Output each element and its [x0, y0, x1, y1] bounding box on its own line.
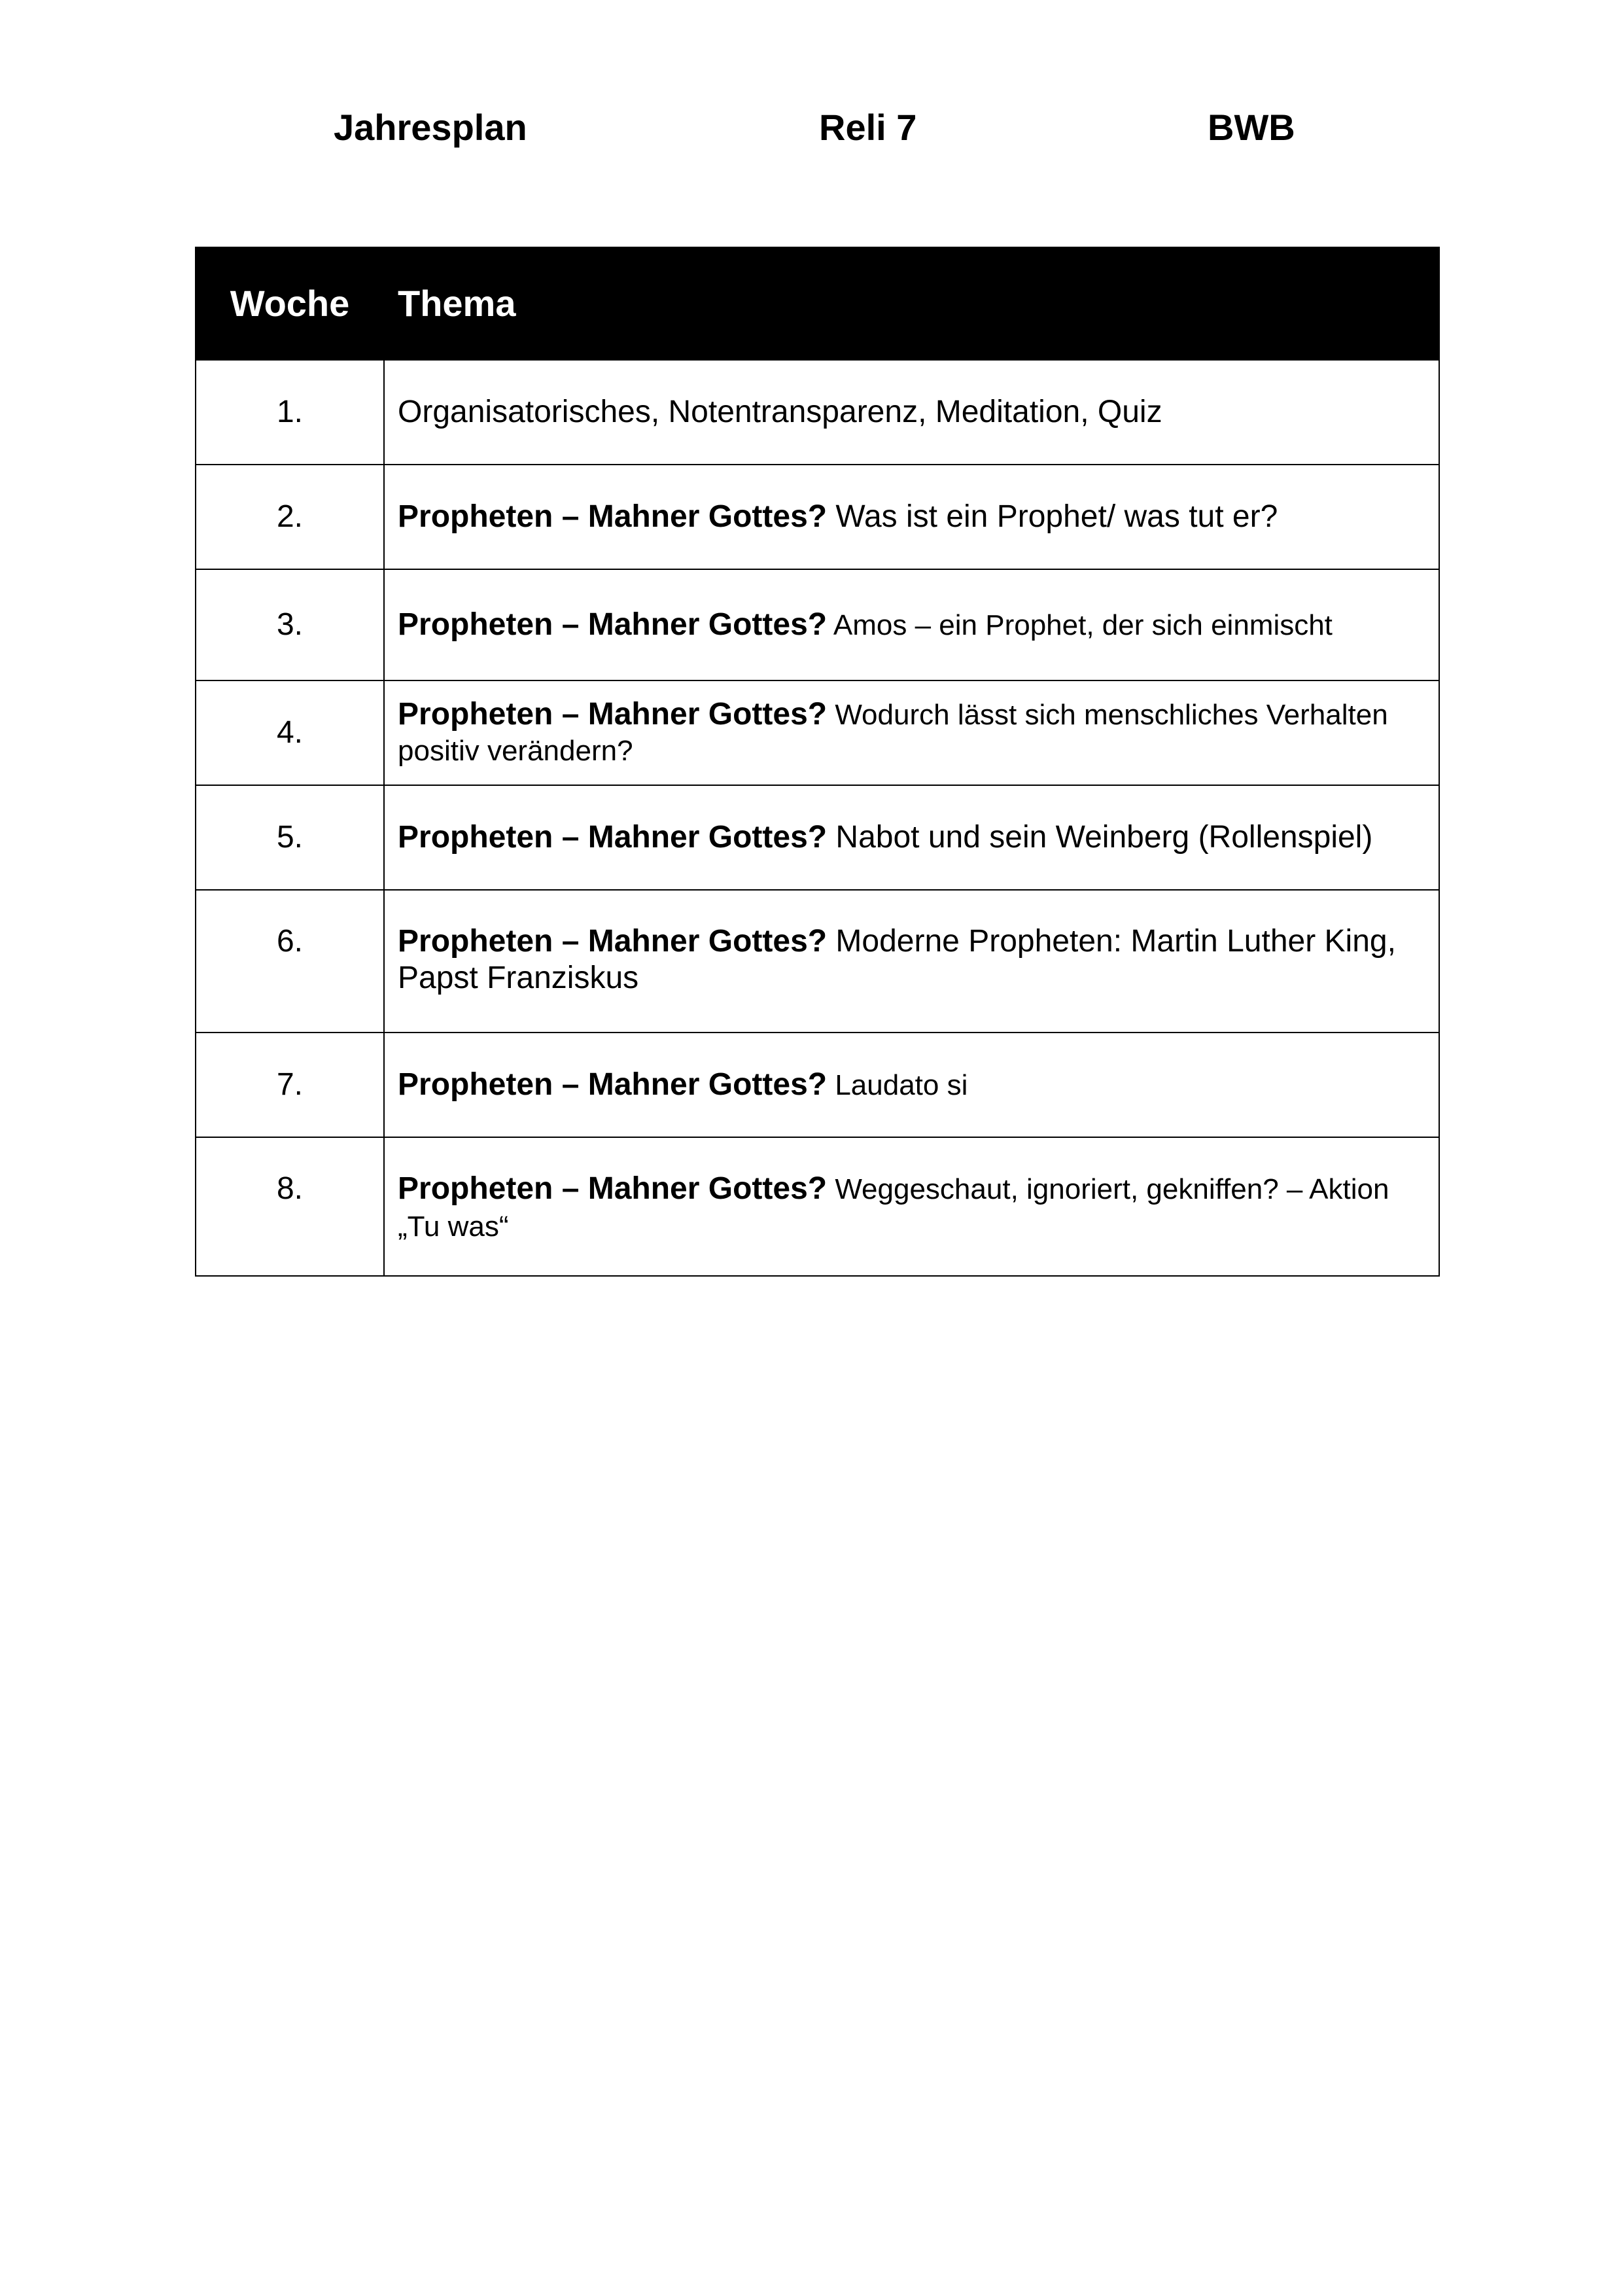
topic-text: Nabot und sein Weinberg (Rollenspiel): [827, 820, 1373, 855]
topic-text: Laudato si: [827, 1069, 968, 1101]
author-label: BWB: [1208, 107, 1295, 148]
table-row: [196, 680, 1439, 785]
week-cell: 6.: [196, 890, 384, 1033]
topic-text: Amos – ein Prophet, der sich einmischt: [827, 609, 1333, 641]
topic-text: Was ist ein Prophet/ was tut er?: [827, 499, 1278, 534]
table-row: [196, 360, 1439, 465]
table-row: [196, 1033, 1439, 1137]
page-title: Jahresplan: [334, 107, 527, 148]
topic-cell: [384, 890, 1439, 1033]
table-row: [196, 1137, 1439, 1276]
topic-text: Organisatorisches, Notentransparenz, Meditation, Quiz: [398, 395, 1162, 429]
table-row: [196, 785, 1439, 890]
schedule-table: [195, 247, 1440, 1277]
topic-cell: [384, 360, 1439, 465]
column-header-woche: Woche: [196, 247, 384, 360]
week-cell: 4.: [196, 680, 384, 785]
column-header-thema: Thema: [384, 247, 1439, 360]
topic-text: Weggeschaut, ignoriert, gekniffen? – Aktion „Tu was“: [398, 1173, 1389, 1243]
topic-cell: [384, 465, 1439, 569]
topic-series: Propheten – Mahner Gottes?: [398, 820, 828, 855]
topic-cell: [384, 680, 1439, 785]
course-label: Reli 7: [819, 107, 917, 148]
topic-series: Propheten – Mahner Gottes?: [398, 697, 828, 732]
week-cell: 8.: [196, 1137, 384, 1276]
topic-cell: [384, 1033, 1439, 1137]
week-cell: 5.: [196, 785, 384, 890]
topic-series: Propheten – Mahner Gottes?: [398, 924, 828, 959]
topic-text: Wodurch lässt sich menschliches Verhalten positiv verändern?: [398, 699, 1388, 767]
topic-series: Propheten – Mahner Gottes?: [398, 499, 828, 534]
topic-cell: [384, 785, 1439, 890]
week-cell: 3.: [196, 569, 384, 680]
week-cell: 7.: [196, 1033, 384, 1137]
table-row: [196, 569, 1439, 680]
table-row: [196, 890, 1439, 1033]
topic-cell: [384, 1137, 1439, 1276]
topic-series: Propheten – Mahner Gottes?: [398, 607, 828, 642]
topic-series: Propheten – Mahner Gottes?: [398, 1067, 828, 1102]
table-row: [196, 465, 1439, 569]
week-cell: 2.: [196, 465, 384, 569]
table-header-row: [196, 247, 1439, 360]
topic-series: Propheten – Mahner Gottes?: [398, 1171, 828, 1206]
topic-text: Moderne Propheten: Martin Luther King, Papst Franziskus: [398, 924, 1396, 995]
week-cell: 1.: [196, 360, 384, 465]
topic-cell: [384, 569, 1439, 680]
